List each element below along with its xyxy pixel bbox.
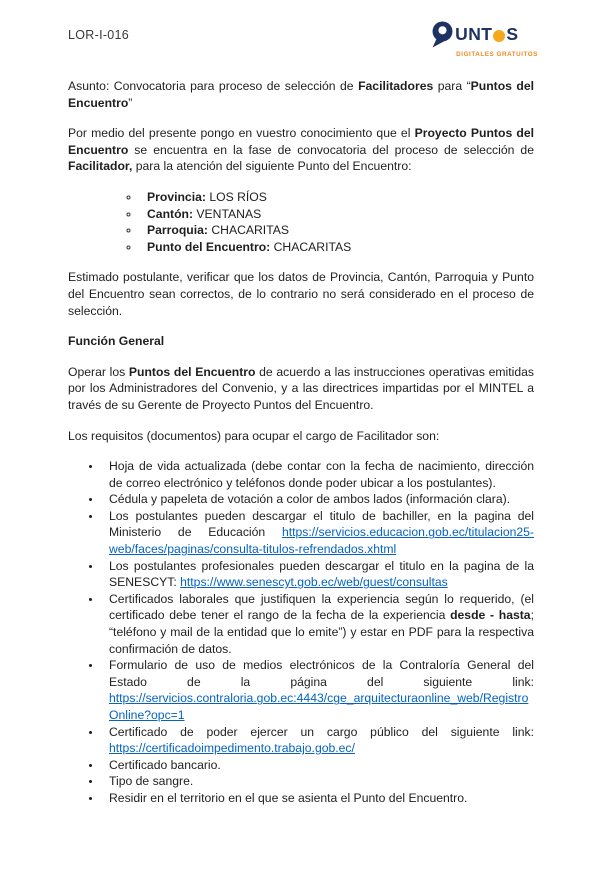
bold-text: Facilitadores [358, 79, 434, 93]
map-pin-icon [431, 20, 454, 49]
text-run: se encuentra en la fase de convocatoria del proceso de selección de [128, 142, 534, 157]
bold-text: Provincia: [147, 189, 206, 204]
subject-line [68, 78, 534, 111]
puntos-logo [431, 20, 538, 58]
bold-text: Punto del Encuentro: [147, 239, 271, 254]
requirement-item [102, 458, 534, 491]
text-run: Certificados laborales que justifiquen la experiencia según lo requerido, (el certificado debe tener el rango de la fecha de la experiencia [109, 591, 534, 623]
bold-text: Facilitador, [68, 159, 133, 174]
bold-text: desde - hasta [450, 608, 531, 623]
text-run: Asunto: Convocatoria para proceso de selección de [68, 79, 359, 93]
hyperlink[interactable]: https://certificadoimpedimento.trabajo.gob.ec/ [109, 741, 355, 756]
bold-text: Parroquia: [147, 223, 208, 238]
text-run: CHACARITAS [207, 223, 289, 238]
section-heading: Función General [68, 334, 165, 349]
location-item-punto [140, 239, 534, 256]
document-code: LOR-I-016 [68, 28, 130, 42]
text-run: LOS RÍOS [205, 189, 267, 204]
bold-text: Proyecto Puntos del Encuentro [68, 126, 534, 157]
bold-text: Puntos del Encuentro [68, 79, 535, 110]
hyperlink[interactable]: https://servicios.contraloria.gob.ec:4443/cge_arquitecturaonline_web/RegistroOnline?opc=1 [109, 691, 529, 722]
requirement-item [102, 558, 534, 591]
requirements-list [68, 458, 534, 806]
requirement-item [102, 508, 534, 558]
intro-paragraph [68, 125, 534, 175]
bold-text: Puntos del Encuentro [128, 364, 256, 379]
text-run: para la atención del siguiente Punto del Encuentro: [132, 159, 412, 174]
hyperlink[interactable]: https://servicios.educacion.gob.ec/titulacion25-web/faces/paginas/consulta-titulos-refrendados.xhtml [109, 525, 534, 557]
location-item-provincia [140, 189, 534, 206]
text-run: ” [128, 95, 133, 110]
text-run: ; “teléfono y mail de la entidad que lo emite”) y estar en PDF para la respectiva confirmación de datos. [109, 608, 534, 656]
logo-wordmark [431, 20, 518, 49]
text-run: Operar los [68, 364, 129, 379]
bold-text: Cantón: [147, 206, 194, 221]
requirement-item [102, 757, 534, 774]
requirements-intro [68, 428, 534, 445]
text-run: Por medio del presente pongo en vuestro conocimiento que el [68, 126, 415, 141]
logo-letters-unt: UNT [455, 23, 493, 44]
text-run: Hoja de vida actualizada (debe contar con la fecha de nacimiento, dirección de correo electrónico y teléfonos donde poder ubicar a los postulantes). [109, 459, 534, 490]
text-run: VENTANAS [193, 206, 262, 221]
text-run: para “ [433, 79, 471, 93]
location-item-parroquia [140, 222, 534, 239]
requirement-item [102, 657, 534, 723]
text-run: CHACARITAS [270, 239, 352, 254]
logo-tagline: DIGITALES GRATUITOS [456, 51, 538, 58]
requirement-item [102, 491, 534, 508]
text-run: Tipo de sangre. [109, 774, 194, 789]
requirement-item [102, 773, 534, 790]
requirement-item [102, 591, 534, 657]
requirement-item [102, 790, 534, 807]
logo-letter-s: S [506, 23, 519, 44]
requirement-item [102, 724, 534, 757]
hyperlink[interactable]: https://www.senescyt.gob.ec/web/guest/consultas [180, 575, 448, 590]
text-run: Certificado bancario. [109, 757, 221, 772]
text-run: Formulario de uso de medios electrónicos de la Contraloría General del Estado de la página del siguiente link: [109, 658, 534, 689]
location-list [68, 189, 534, 255]
function-paragraph [68, 364, 534, 414]
text-run: Los postulantes profesionales pueden descargar el titulo en la pagina de la SENESCYT: [109, 558, 534, 590]
text-run: Los postulantes pueden descargar el titulo de bachiller, en la pagina del Ministerio de Educación [109, 508, 534, 540]
text-run: de acuerdo a las instrucciones operativas emitidas por los Administradores del Convenio, y a las directrices impartidas por el MINTEL a través de su Gerente de Proyecto Puntos del Encuentro. [68, 364, 534, 412]
verify-note-paragraph [68, 269, 534, 319]
text-run: Residir en el territorio en el que se asienta el Punto del Encuentro. [109, 790, 468, 805]
text-run: Estimado postulante, verificar que los datos de Provincia, Cantón, Parroquia y Punto del Encuentro sean correctos, de lo contrario no será considerado en el proceso de selección. [68, 270, 534, 318]
text-run: Cédula y papeleta de votación a color de ambos lados (información clara). [109, 492, 511, 507]
orange-dot-icon [493, 30, 505, 42]
text-run: Los requisitos (documentos) para ocupar el cargo de Facilitador son: [68, 428, 440, 443]
location-item-canton [140, 206, 534, 223]
document-header [68, 20, 538, 58]
logo-text [455, 23, 519, 44]
text-run: Certificado de poder ejercer un cargo público del siguiente link: [109, 724, 534, 739]
